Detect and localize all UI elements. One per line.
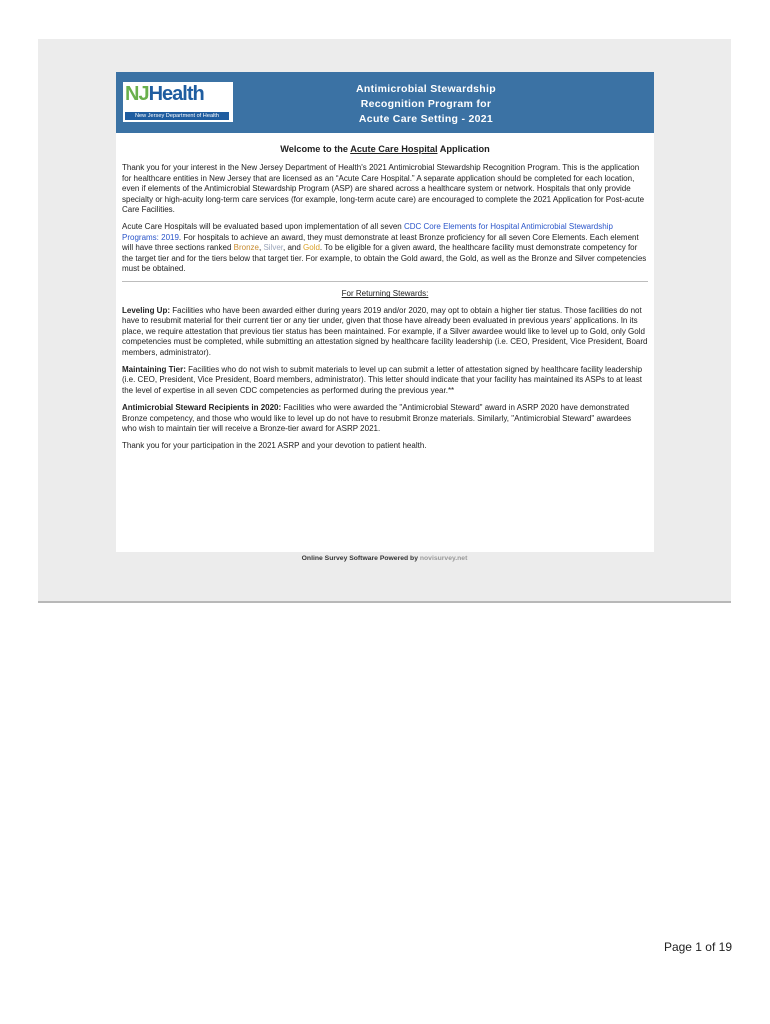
- gold-label: Gold: [303, 243, 320, 253]
- leveling-up-paragraph: [122, 306, 648, 358]
- nj-health-logo: [123, 82, 233, 122]
- welcome-link: Acute Care Hospital: [350, 144, 438, 154]
- logo-health: Health: [148, 83, 204, 105]
- page-number: Page 1 of 19: [663, 940, 732, 954]
- novisurvey-link[interactable]: novisurvey.net: [419, 555, 468, 562]
- welcome-heading: [122, 144, 648, 154]
- recipients-label: Antimicrobial Steward Recipients in 2020:: [122, 403, 282, 413]
- intro-paragraph: Thank you for your interest in the New Jersey Department of Health's 2021 Antimicrobial Stewardship Recognition Program. This is the application for healthcare entities in New Jersey that are licensed as an “Acute Care Hospital.” A separate application should be completed for each location, even if elements of the Antimicrobial Stewardship Program (ASP) are shared across a healthcare system or network. Hospitals that only provide specialty or high-acuity long-term care services (for example, long-term acute care) are encouraged to complete the 2021 Application for Post-acute Care Facilities.: [122, 163, 645, 215]
- eval-text-3: . To be eligible for a given award, the healthcare facility must demonstrate competency for the target tier and for the tiers below that target tier. For example, to obtain the Gold award, the Gold, as well as the Bronze and Silver competencies must be obtained.: [122, 243, 647, 274]
- bronze-label: Bronze: [233, 243, 259, 253]
- survey-frame: [38, 39, 731, 603]
- thanks-paragraph: Thank you for your participation in the 2021 ASRP and your devotion to patient health.: [122, 441, 427, 451]
- survey-footer: [38, 555, 731, 562]
- title-line-3: Acute Care Setting - 2021: [358, 113, 494, 125]
- eval-text-2: . For hospitals to achieve an award, they must demonstrate at least Bronze proficiency for all seven Core Elements. Each element will have three sections ranked: [122, 232, 639, 253]
- title-line-2: Recognition Program for: [360, 98, 492, 110]
- survey-card: [116, 72, 654, 552]
- header-banner: [116, 72, 654, 133]
- cdc-core-elements-link[interactable]: CDC Core Elements for Hospital Antimicrobial Stewardship Programs: 2019: [122, 222, 613, 242]
- recipients-text: Facilities who were awarded the "Antimicrobial Steward" award in ASRP 2020 have demonstrated Bronze competency, and those who would like to level up do not have to resubmit Bronze materials. Similarly, "Antimicrobial Steward" awardees who wish to maintain tier will receive a Bronze-tier award for ASRP 2021.: [122, 403, 632, 433]
- eval-text-1: Acute Care Hospitals will be evaluated based upon implementation of all seven: [122, 222, 404, 232]
- returning-stewards-heading: For Returning Stewards:: [341, 289, 429, 299]
- evaluation-paragraph: [122, 222, 648, 274]
- maintaining-tier-label: Maintaining Tier:: [122, 364, 186, 374]
- program-title: [276, 82, 576, 127]
- logo-subtitle: New Jersey Department of Health: [125, 112, 229, 120]
- logo-wordmark: [125, 83, 204, 106]
- survey-content: [116, 133, 654, 452]
- section-divider: [122, 281, 648, 282]
- recipients-paragraph: [122, 403, 648, 434]
- eval-sep-2: , and: [283, 243, 304, 253]
- logo-nj: NJ: [125, 83, 149, 105]
- maintaining-tier-text: Facilities who do not wish to submit materials to level up can submit a letter of attestation signed by healthcare facility leadership (i.e. CEO, President, Vice President, Board members, administrator). This letter should indicate that your facility has maintained its ASPs to at least the level of expertise in all seven CDC competencies as performed during the previous year.**: [122, 364, 643, 395]
- silver-label: Silver: [263, 243, 283, 253]
- welcome-prefix: Welcome to the: [280, 144, 351, 154]
- maintaining-tier-paragraph: [122, 365, 648, 396]
- eval-sep-1: ,: [258, 243, 264, 253]
- leveling-up-text: Facilities who have been awarded either during years 2019 and/or 2020, may opt to obtain a higher tier status. Those facilities do not have to resubmit material for their current tier or any tier under, given that those have already been evaluated in previous years' applications. In its place, we require attestation that previous tier status has been maintained. For example, if a Silver awardee would like to level up to Gold, only Gold competencies must be completed, while submitting an attestation signed by healthcare facility leadership (i.e. CEO, President, Vice President, Board members, administrator).: [122, 305, 648, 357]
- welcome-suffix: Application: [437, 144, 490, 154]
- title-line-1: Antimicrobial Stewardship: [356, 83, 496, 95]
- leveling-up-label: Leveling Up:: [122, 305, 171, 315]
- footer-text: Online Survey Software Powered by: [301, 555, 420, 562]
